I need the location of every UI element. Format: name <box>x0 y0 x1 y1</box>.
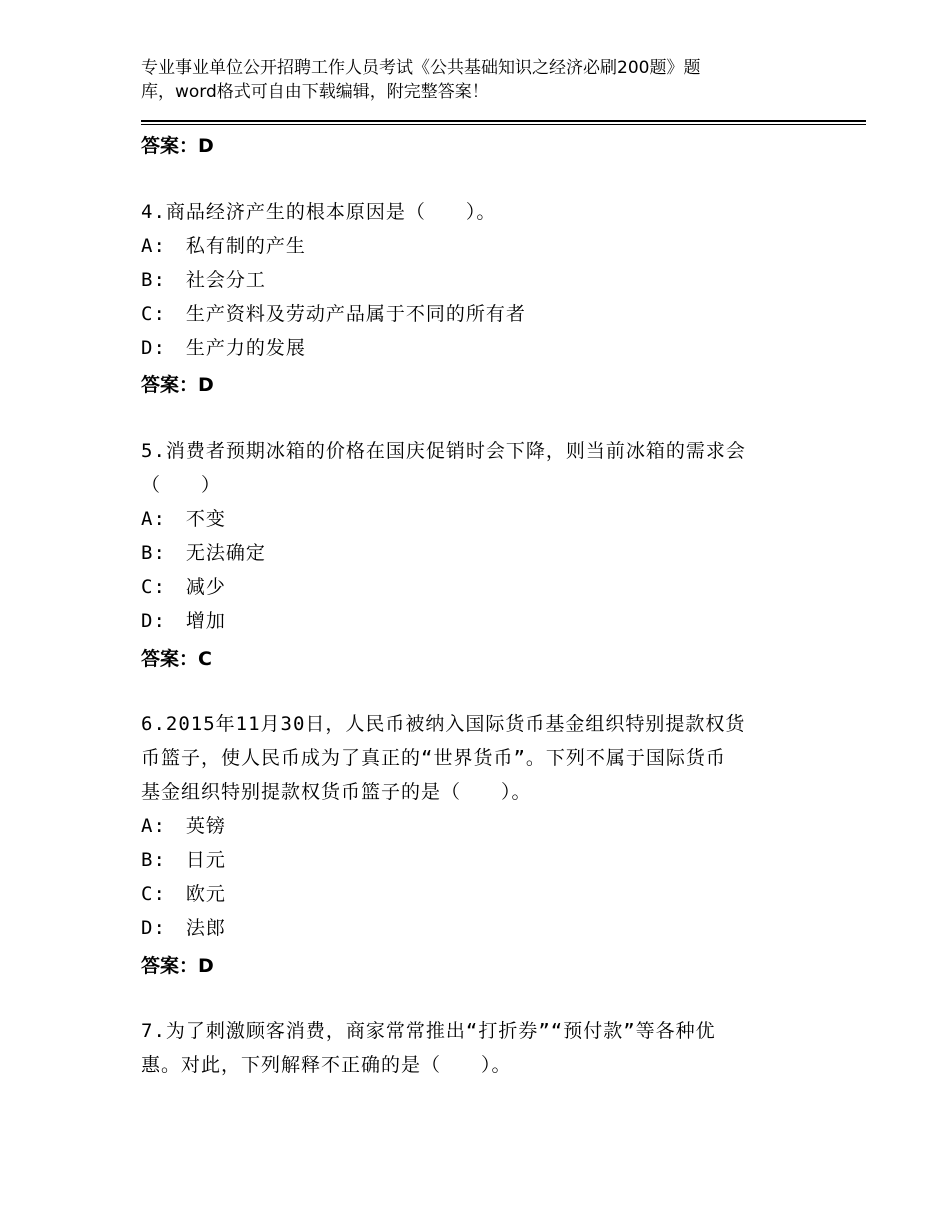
question-6-option-d: D: 法郎 <box>141 917 226 939</box>
question-5-option-d: D: 增加 <box>141 610 226 632</box>
question-6-line-2: 币篮子，使人民币成为了真正的“世界货币”。下列不属于国际货币 <box>141 747 726 769</box>
question-6-line-3: 基金组织特别提款权货币篮子的是（ ）。 <box>141 781 532 803</box>
question-5-line-1: 5.消费者预期冰箱的价格在国庆促销时会下降，则当前冰箱的需求会 <box>141 440 746 462</box>
question-6-option-c: C: 欧元 <box>141 883 226 905</box>
header-line-1: 专业事业单位公开招聘工作人员考试《公共基础知识之经济必刷200题》题 <box>141 58 701 78</box>
question-4-option-b: B: 社会分工 <box>141 269 266 291</box>
question-5-option-a: A: 不变 <box>141 508 226 530</box>
question-5-option-c: C: 减少 <box>141 576 226 598</box>
question-4-answer: 答案：D <box>141 374 214 396</box>
header-rule-thick <box>141 120 866 122</box>
question-5-option-b: B: 无法确定 <box>141 542 266 564</box>
question-4-line-1: 4.商品经济产生的根本原因是（ ）。 <box>141 201 497 223</box>
question-6-line-1: 6.2015年11月30日，人民币被纳入国际货币基金组织特别提款权货 <box>141 713 746 735</box>
question-5-line-2: （ ） <box>141 474 222 496</box>
header-line-2: 库，word格式可自由下载编辑，附完整答案！ <box>141 82 489 102</box>
question-4-option-d: D: 生产力的发展 <box>141 337 306 359</box>
question-6-answer: 答案：D <box>141 955 214 977</box>
question-5-answer: 答案：C <box>141 648 212 670</box>
question-6-option-b: B: 日元 <box>141 849 226 871</box>
answer-prev: 答案：D <box>141 135 214 157</box>
question-6-option-a: A: 英镑 <box>141 815 226 837</box>
question-4-option-c: C: 生产资料及劳动产品属于不同的所有者 <box>141 303 526 325</box>
header-rule-thin <box>141 124 866 125</box>
question-4-option-a: A: 私有制的产生 <box>141 235 306 257</box>
question-7-line-2: 惠。对此，下列解释不正确的是（ ）。 <box>141 1054 512 1076</box>
question-7-line-1: 7.为了刺激顾客消费，商家常常推出“打折券”“预付款”等各种优 <box>141 1020 716 1042</box>
document-header <box>141 56 781 104</box>
